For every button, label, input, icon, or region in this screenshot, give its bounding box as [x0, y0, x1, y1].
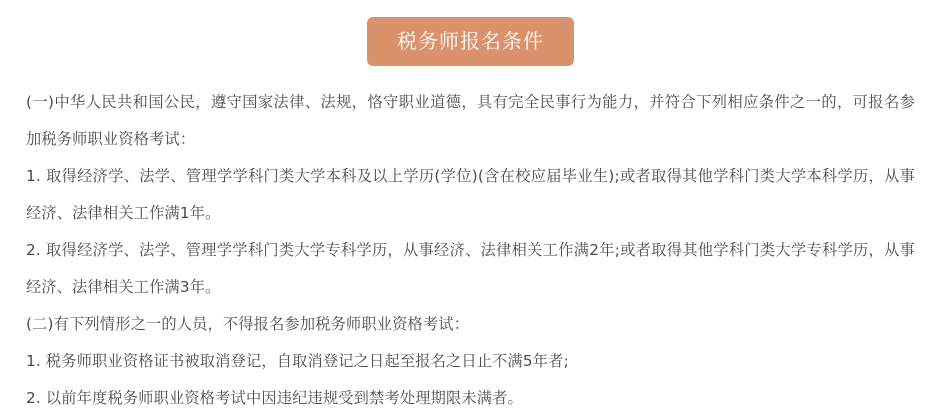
paragraph: 2. 取得经济学、法学、管理学学科门类大学专科学历，从事经济、法律相关工作满2年;或者取得其他学科门类大学专科学历，从事经济、法律相关工作满3年。 [26, 241, 915, 296]
title-area [0, 0, 941, 66]
paragraph: (二)有下列情形之一的人员，不得报名参加税务师职业资格考试： [26, 315, 470, 333]
paragraph: 2. 以前年度税务师职业资格考试中因违纪违规受到禁考处理期限未满者。 [26, 389, 523, 407]
paragraph: (一)中华人民共和国公民，遵守国家法律、法规，恪守职业道德，具有完全民事行为能力，并符合下列相应条件之一的，可报名参加税务师职业资格考试： [26, 93, 915, 148]
paragraph: 1. 税务师职业资格证书被取消登记，自取消登记之日起至报名之日止不满5年者; [26, 352, 569, 370]
page-title: 税务师报名条件 [367, 17, 574, 66]
paragraph: 1. 取得经济学、法学、管理学学科门类大学本科及以上学历(学位)(含在校应届毕业生);或者取得其他学科门类大学本科学历，从事经济、法律相关工作满1年。 [26, 167, 915, 222]
document-body [0, 66, 941, 417]
